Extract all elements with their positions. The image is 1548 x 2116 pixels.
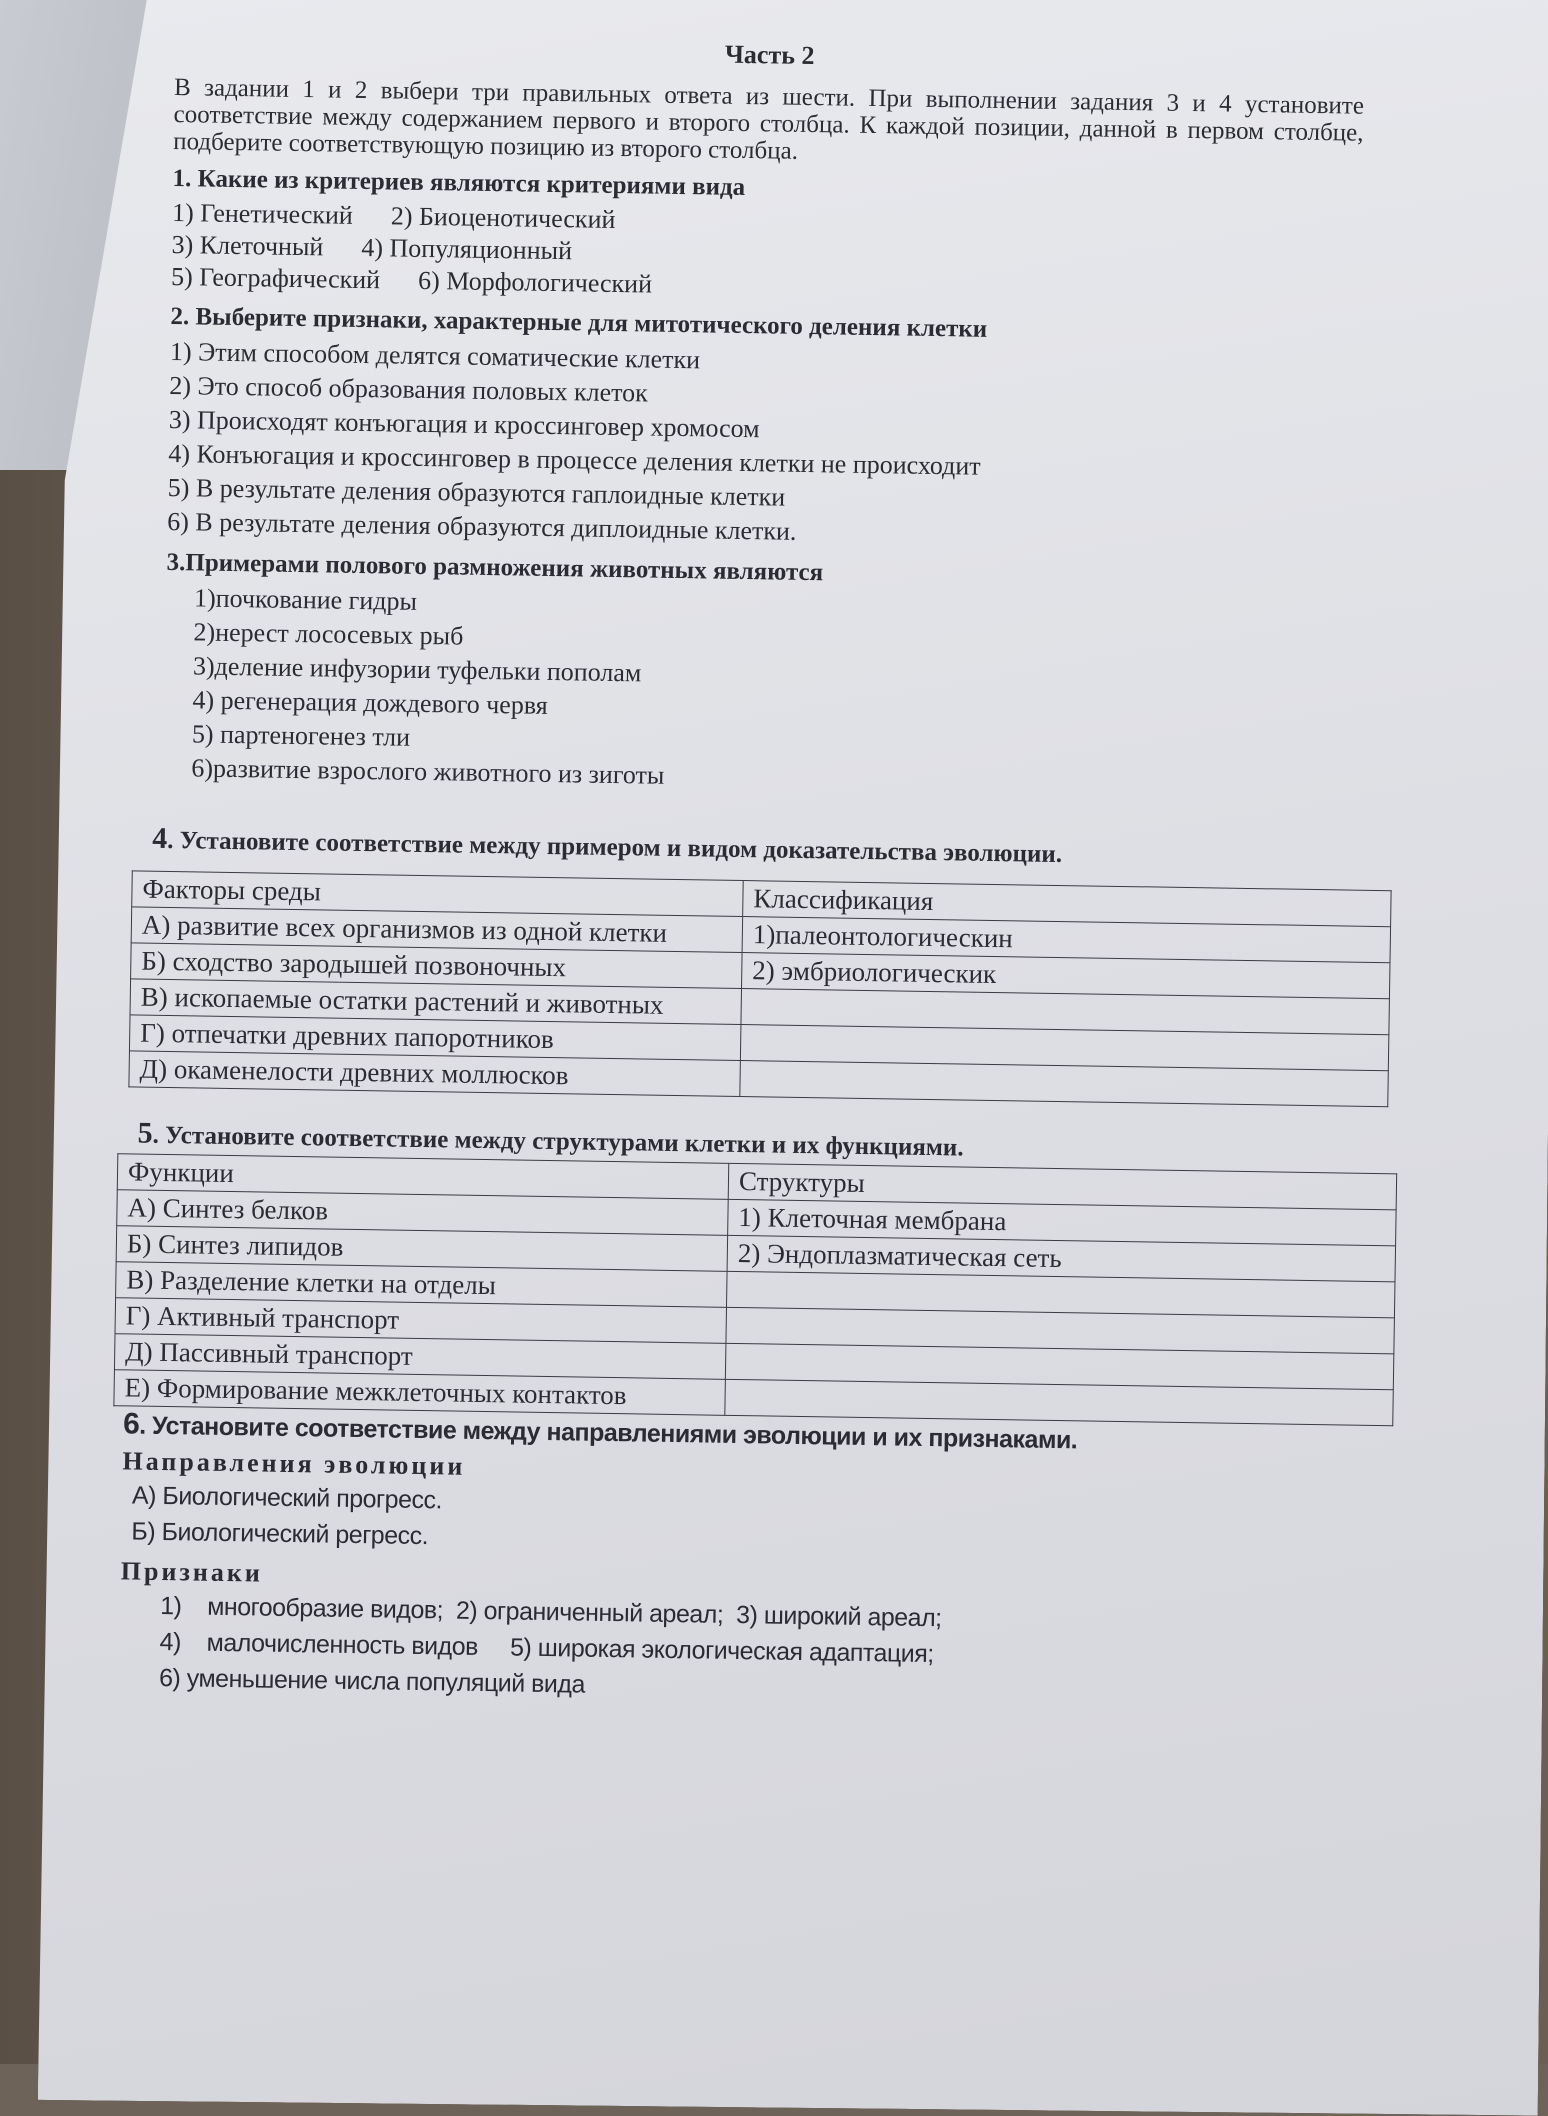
question-4-table bbox=[128, 870, 1391, 1107]
table-cell: А) развитие всех организмов из одной клетки bbox=[131, 907, 742, 953]
q3-option: 1)почкование гидры bbox=[193, 583, 418, 616]
q1-option: 2) Биоценотический bbox=[390, 201, 616, 234]
q3-option: 3)деление инфузории туфельки пополам bbox=[192, 651, 642, 688]
direction-item: Б) Биологический регресс. bbox=[131, 1517, 429, 1551]
table-cell: А) Синтез белков bbox=[117, 1190, 728, 1236]
worksheet bbox=[120, 30, 1365, 1714]
part-title: Часть 2 bbox=[724, 39, 815, 71]
q2-option: 3) Происходят конъюгация и кроссинговер хромосом bbox=[168, 404, 760, 444]
q3-option: 5) партеногенез тли bbox=[191, 719, 411, 752]
table-cell: В) ископаемые остатки растений и животных bbox=[130, 979, 741, 1025]
table-cell: Д) окаменелости древних моллюсков bbox=[129, 1051, 740, 1097]
direction-item: А) Биологический прогресс. bbox=[131, 1481, 443, 1515]
question-3-title: 3.Примерами полового размножения животных являются bbox=[166, 548, 824, 587]
signs-line: 1) многообразие видов; 2) ограниченный ареал; 3) широкий ареал; bbox=[160, 1591, 942, 1633]
question-6-text: . Установите соответствие между направлениями эволюции и их признаками. bbox=[139, 1411, 1078, 1455]
q2-option: 6) В результате деления образуются диплоидные клетки. bbox=[167, 506, 797, 546]
question-4-text: . Установите соответствие между примером и видом доказательства эволюции. bbox=[167, 826, 1063, 869]
question-5-text: . Установите соответствие между структурами клетки и их функциями. bbox=[152, 1121, 964, 1162]
question-2-title: 2. Выберите признаки, характерные для митотического деления клетки bbox=[170, 302, 988, 343]
table-cell: Б) Синтез липидов bbox=[116, 1226, 727, 1272]
table-cell: 1) Клеточная мембрана bbox=[728, 1199, 1396, 1245]
question-3-options bbox=[163, 581, 1356, 804]
question-6-number: 6 bbox=[122, 1407, 140, 1441]
q1-option: 3) Клеточный bbox=[171, 229, 324, 262]
signs-label: Признаки bbox=[120, 1556, 264, 1588]
q2-option: 1) Этим способом делятся соматические клетки bbox=[169, 336, 701, 375]
table-cell: 1)палеонтологическин bbox=[742, 917, 1390, 963]
table-cell: Д) Пассивный транспорт bbox=[114, 1334, 725, 1380]
q1-option: 4) Популяционный bbox=[361, 232, 573, 266]
signs-line: 6) уменьшение числа популяций вида bbox=[158, 1663, 586, 1699]
q2-option: 5) В результате деления образуются гаплоидные клетки bbox=[167, 472, 786, 512]
table-cell: Г) Активный транспорт bbox=[115, 1298, 726, 1344]
table-header-cell: Классификация bbox=[743, 881, 1391, 927]
q1-option: 1) Генетический bbox=[171, 197, 354, 230]
question-4-number: 4 bbox=[152, 821, 168, 855]
question-5-number: 5 bbox=[137, 1116, 153, 1150]
table-header-cell: Структуры bbox=[728, 1163, 1396, 1209]
q3-option: 6)развитие взрослого животного из зиготы bbox=[191, 753, 665, 790]
table-cell: Г) отпечатки древних папоротников bbox=[129, 1015, 740, 1061]
q1-option: 6) Морфологический bbox=[417, 265, 653, 299]
q2-option: 2) Это способ образования половых клеток bbox=[169, 370, 649, 408]
question-6 bbox=[120, 1407, 1343, 1715]
table-cell: Е) Формирование межклеточных контактов bbox=[114, 1370, 725, 1416]
instructions: В задании 1 и 2 выбери три правильных ответа из шести. При выполнении задания 3 и 4 установите соответствие между содержанием первого и второго столбца. К каждой позиции, данной в первом столбце, подберите соответствующую позицию из второго столбца. bbox=[173, 73, 1365, 165]
q2-option: 4) Конъюгация и кроссинговер в процессе деления клетки не происходит bbox=[168, 438, 981, 481]
q1-option: 5) Географический bbox=[170, 261, 381, 295]
table-header-cell: Функции bbox=[117, 1154, 728, 1200]
question-1-title: 1. Какие из критериев являются критериями вида bbox=[172, 164, 746, 201]
q3-option: 2)нерест лососевых рыб bbox=[193, 617, 464, 651]
signs-line: 4) малочисленность видов 5) широкая экологическая адаптация; bbox=[159, 1627, 934, 1669]
table-cell: В) Разделение клетки на отделы bbox=[116, 1262, 727, 1308]
table-cell: Б) сходство зародышей позвоночных bbox=[131, 943, 742, 989]
table-header-cell: Факторы среды bbox=[132, 871, 743, 917]
q3-option: 4) регенерация дождевого червя bbox=[192, 685, 548, 720]
question-5-table bbox=[113, 1153, 1397, 1426]
table-cell: 2) Эндоплазматическая сеть bbox=[727, 1235, 1395, 1281]
directions-label: Направления эволюции bbox=[122, 1446, 466, 1481]
table-cell: 2) эмбриологическик bbox=[742, 953, 1390, 999]
